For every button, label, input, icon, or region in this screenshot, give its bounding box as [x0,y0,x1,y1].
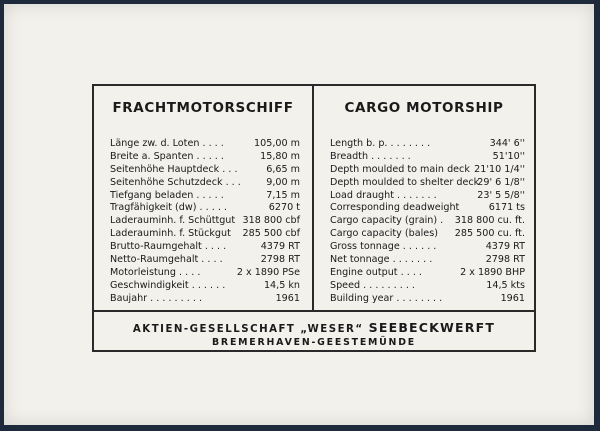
spec-value: 7,15 m [266,189,300,201]
spec-row [110,202,300,215]
spec-row [330,241,525,254]
german-spec-list [110,138,300,306]
spec-value: 14,5 kn [263,279,300,291]
spec-row [110,293,300,306]
spec-label: Laderauminh. f. Stückgut [110,228,231,240]
spec-label: Length b. p. . . . . . . . [330,138,431,149]
spec-label: Cargo capacity (grain) . [330,215,444,227]
spec-row [330,190,525,203]
english-column [314,86,534,310]
spec-value: 4379 RT [485,241,525,253]
spec-row [110,267,300,280]
city-line: BREMERHAVEN-GEESTEMÜNDE [211,337,416,348]
spec-label: Cargo capacity (bales) [330,228,438,240]
company-name: SEEBECKWERFT [368,320,496,335]
spec-label: Net tonnage . . . . . . . [330,254,433,266]
spec-value: 6,65 m [266,163,300,175]
spec-label: Corresponding deadweight [330,202,460,214]
spec-card [4,4,594,425]
spec-row [110,138,300,151]
english-spec-list [330,138,525,306]
spec-row [110,241,300,254]
spec-label: Geschwindigkeit . . . . . . [110,279,226,291]
spec-label: Building year . . . . . . . . [330,292,443,304]
spec-value: 6270 t [268,202,300,214]
spec-value: 1961 [500,292,525,304]
spec-label: Netto-Raumgehalt . . . . [110,254,223,266]
spec-label: Seitenhöhe Schutzdeck . . . [110,176,241,188]
spec-label: Baujahr . . . . . . . . . [110,292,203,304]
spec-value: 318 800 cu. ft. [454,215,525,227]
spec-value: 2 x 1890 BHP [460,266,525,278]
spec-row [330,267,525,280]
spec-value: 285 500 cu. ft. [454,228,525,240]
spec-label: Tragfähigkeit (dw) . . . . . [110,202,227,214]
spec-value: 9,00 m [266,176,300,188]
spec-row [330,254,525,267]
spec-label: Gross tonnage . . . . . . [330,241,437,253]
spec-label: Load draught . . . . . . . [330,189,437,201]
spec-row [330,151,525,164]
spec-value: 6171 ts [488,202,525,214]
spec-value: 21'10 1/4'' [474,163,525,175]
english-title: CARGO MOTORSHIP [344,100,504,116]
spec-value: 14,5 kts [486,279,525,291]
spec-value: 23' 5 5/8'' [477,189,525,201]
company-line [94,320,534,335]
spec-row [330,215,525,228]
spec-row [330,280,525,293]
spec-value: 318 800 cbf [242,215,300,227]
spec-row [110,254,300,267]
spec-label: Tiefgang beladen . . . . . [110,189,224,201]
spec-row [330,164,525,177]
spec-value: 2798 RT [260,254,300,266]
company-prefix: AKTIEN-GESELLSCHAFT „WESER“ [132,324,369,335]
spec-label: Engine output . . . . [330,266,422,278]
spec-row [110,190,300,203]
spec-label: Breite a. Spanten . . . . . [110,150,224,162]
spec-value: 285 500 cbf [242,228,300,240]
spec-label: Depth moulded to shelter deck [330,176,480,188]
spec-table-frame [92,84,536,352]
spec-label: Brutto-Raumgehalt . . . . [110,241,227,253]
spec-row [110,151,300,164]
spec-row [110,177,300,190]
spec-value: 51'10'' [492,150,525,162]
german-title: FRACHTMOTORSCHIFF [112,100,294,116]
spec-value: 1961 [275,292,300,304]
spec-label: Speed . . . . . . . . . [330,279,415,291]
german-column [94,86,314,310]
spec-value: 29' 6 1/8'' [477,176,525,188]
spec-row [330,177,525,190]
spec-row [110,228,300,241]
spec-label: Laderauminh. f. Schüttgut [110,215,236,227]
spec-value: 2 x 1890 PSe [236,266,300,278]
spec-row [110,215,300,228]
spec-row [330,138,525,151]
spec-label: Breadth . . . . . . . [330,150,411,162]
spec-value: 15,80 m [260,150,300,162]
shipyard-footer [94,310,534,352]
spec-label: Seitenhöhe Hauptdeck . . . [110,163,238,175]
spec-row [330,202,525,215]
spec-label: Länge zw. d. Loten . . . . [110,138,224,149]
spec-value: 105,00 m [254,138,300,149]
spec-label: Depth moulded to main deck [330,163,470,175]
spec-value: 4379 RT [260,241,300,253]
spec-value: 344' 6'' [489,138,525,149]
spec-row [330,293,525,306]
spec-row [110,164,300,177]
spec-value: 2798 RT [485,254,525,266]
spec-row [330,228,525,241]
spec-row [110,280,300,293]
spec-label: Motorleistung . . . . [110,266,201,278]
